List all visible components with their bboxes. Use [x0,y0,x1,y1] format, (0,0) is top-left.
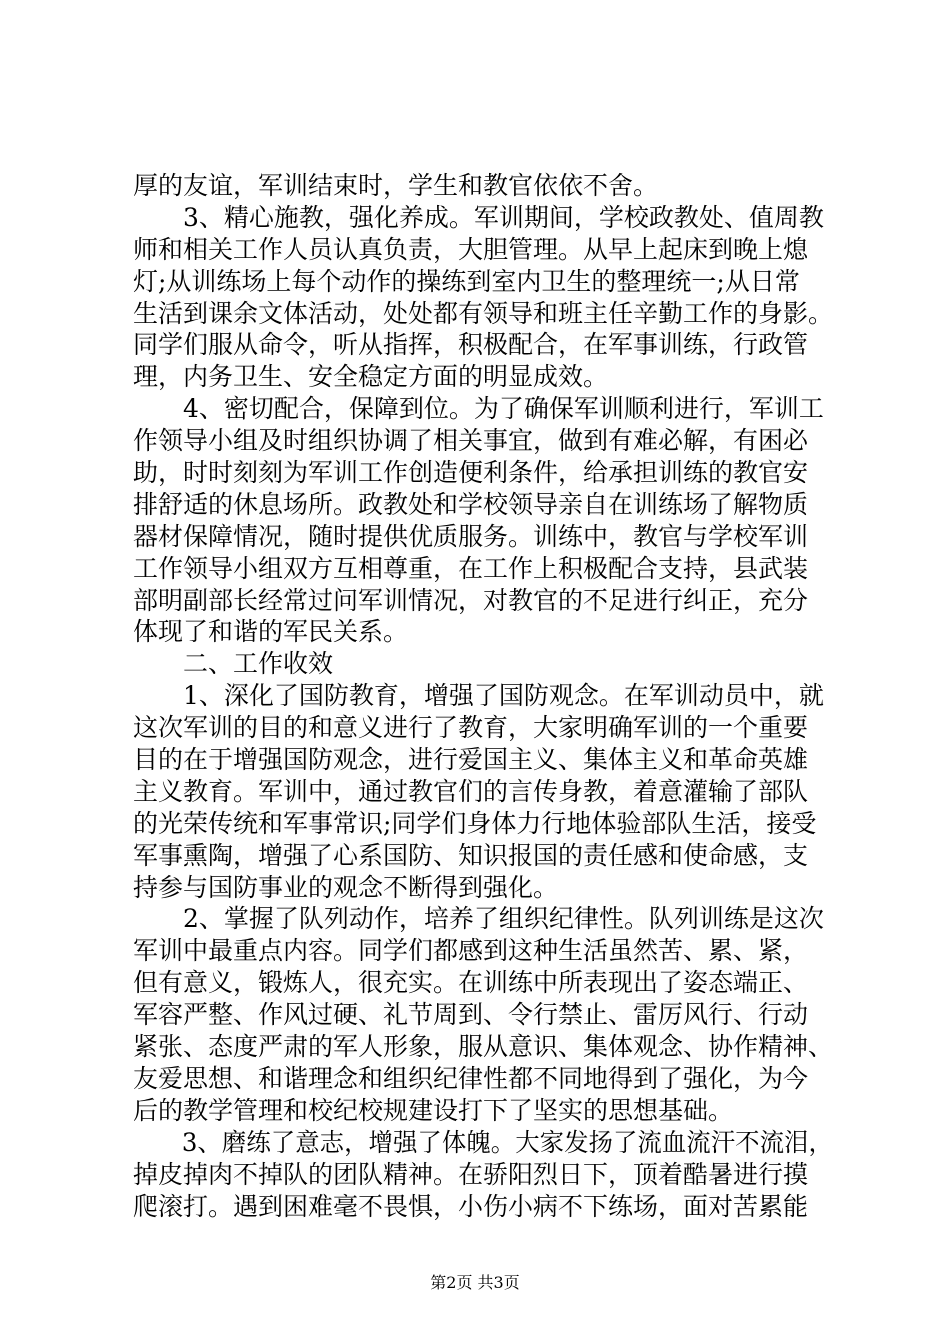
text-line: 这次军训的目的和意义进行了教育，大家明确军训的一个重要 [133,713,809,743]
text-line: 4、密切配合，保障到位。为了确保军训顺利进行，军训工 [133,394,824,424]
text-line: 厚的友谊，军训结束时，学生和教官依依不舍。 [133,171,659,200]
text-line: 体现了和谐的军民关系。 [133,617,409,647]
page-number: 第2页 共3页 [430,1273,520,1292]
text-line: 军训中最重点内容。同学们都感到这种生活虽然苦、累、紧， [133,936,809,966]
text-line: 2、掌握了队列动作，培养了组织纪律性。队列训练是这次 [133,904,824,934]
text-line: 军事熏陶，增强了心系国防、知识报国的责任感和使命感，支 [133,840,809,870]
text-line: 师和相关工作人员认真负责，大胆管理。从早上起床到晚上熄 [133,234,809,264]
text-line: 助，时时刻刻为军训工作创造便利条件，给承担训练的教官安 [133,458,809,488]
text-line: 理，内务卫生、安全稳定方面的明显成效。 [133,362,609,392]
text-line: 友爱思想、和谐理念和组织纪律性都不同地得到了强化，为今 [133,1063,809,1093]
text-line: 的光荣传统和军事常识;同学们身体力行地体验部队生活，接受 [133,808,817,838]
text-line: 掉皮掉肉不掉队的团队精神。在骄阳烈日下，顶着酷暑进行摸 [133,1159,809,1189]
text-line: 灯;从训练场上每个动作的操练到室内卫生的整理统一;从日常 [133,266,800,296]
text-line: 器材保障情况，随时提供优质服务。训练中，教官与学校军训 [133,521,809,551]
text-line: 目的在于增强国防观念，进行爱国主义、集体主义和革命英雄 [133,745,809,775]
text-line: 工作领导小组双方互相尊重，在工作上积极配合支持，县武装 [133,553,809,583]
text-line: 持参与国防事业的观念不断得到强化。 [133,872,559,902]
text-line: 3、磨练了意志，增强了体魄。大家发扬了流血流汗不流泪， [133,1127,833,1157]
text-line: 生活到课余文体活动，处处都有领导和班主任辛勤工作的身影。 [133,298,834,328]
text-line: 二、工作收效 [133,649,334,679]
text-line: 后的教学管理和校纪校规建设打下了坚实的思想基础。 [133,1095,734,1125]
text-line: 爬滚打。遇到困难毫不畏惧，小伤小病不下练场，面对苦累能 [133,1191,809,1221]
text-line: 同学们服从命令，听从指挥，积极配合，在军事训练，行政管 [133,330,809,360]
text-line: 作领导小组及时组织协调了相关事宜，做到有难必解，有困必 [133,426,809,456]
text-line: 部明副部长经常过问军训情况，对教官的不足进行纠正，充分 [133,585,809,615]
text-line: 3、精心施教，强化养成。军训期间，学校政教处、值周教 [133,202,824,232]
text-line: 紧张、态度严肃的军人形象，服从意识、集体观念、协作精神、 [133,1032,834,1062]
text-line: 1、深化了国防教育，增强了国防观念。在军训动员中，就 [133,681,824,711]
text-line: 军容严整、作风过硬、礼节周到、令行禁止、雷厉风行、行动 [133,1000,809,1030]
text-line: 但有意义，锻炼人，很充实。在训练中所表现出了姿态端正、 [133,968,809,998]
text-line: 排舒适的休息场所。政教处和学校领导亲自在训练场了解物质 [133,489,809,519]
document-body [133,170,833,1222]
text-line: 主义教育。军训中，通过教官们的言传身教，着意灌输了部队 [133,776,809,806]
